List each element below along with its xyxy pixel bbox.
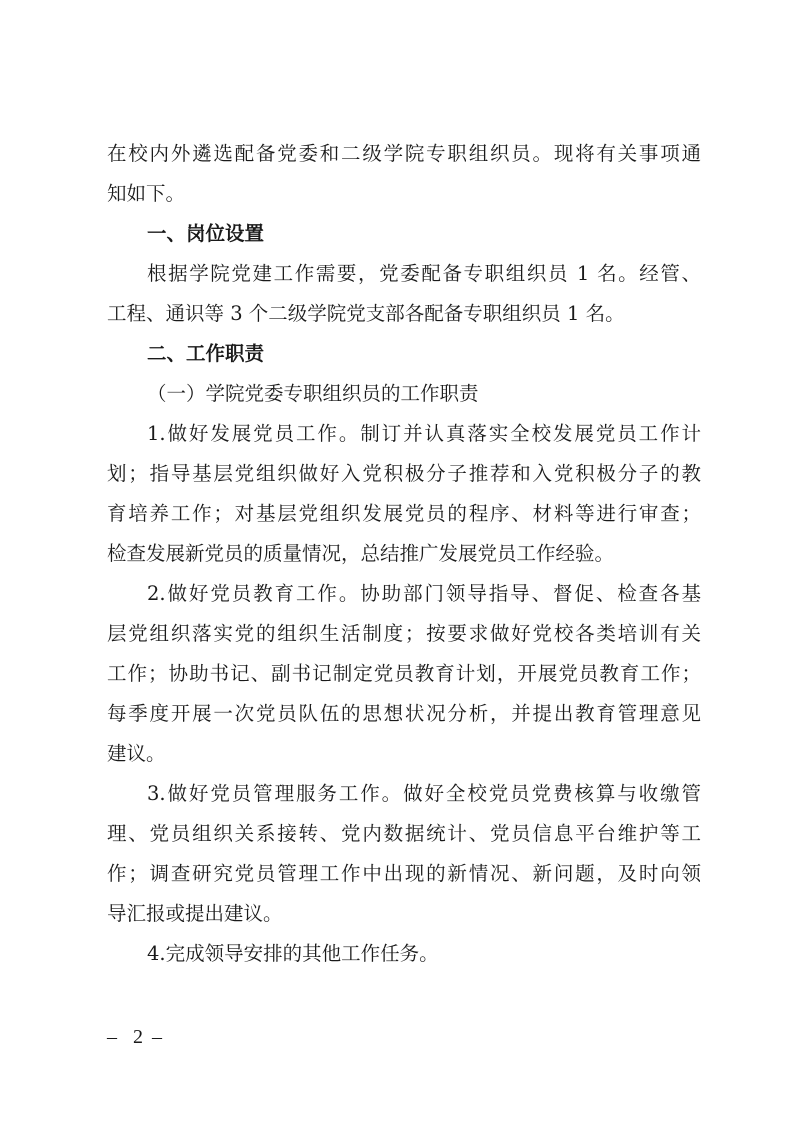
paragraph-line: 育培养工作；对基层党组织发展党员的程序、材料等进行审查； <box>107 502 701 525</box>
paragraph-line: 根据学院党建工作需要，党委配备专职组织员 1 名。经管、 <box>147 262 701 285</box>
paragraph-line: 划；指导基层党组织做好入党积极分子推荐和入党积极分子的教 <box>107 462 701 485</box>
paragraph-line: 3.做好党员管理服务工作。做好全校党员党费核算与收缴管 <box>147 782 701 805</box>
paragraph-line: 检查发展新党员的质量情况，总结推广发展党员工作经验。 <box>107 542 615 565</box>
paragraph-line: 理、党员组织关系接转、党内数据统计、党员信息平台维护等工 <box>107 822 701 845</box>
paragraph-line: 作；调查研究党员管理工作中出现的新情况、新问题，及时向领 <box>107 862 701 885</box>
paragraph-line: 4.完成领导安排的其他工作任务。 <box>147 942 439 965</box>
section-heading: 二、工作职责 <box>147 342 265 365</box>
page-number-dash-left: – <box>107 1026 117 1048</box>
paragraph-line: 1.做好发展党员工作。制订并认真落实全校发展党员工作计 <box>147 422 701 445</box>
section-heading: 一、岗位设置 <box>147 222 265 245</box>
paragraph-line: 导汇报或提出建议。 <box>107 902 283 925</box>
page-number-value: 2 <box>133 1026 143 1048</box>
paragraph-line: 工程、通识等 3 个二级学院党支部各配备专职组织员 1 名。 <box>107 302 625 325</box>
paragraph-line: 2.做好党员教育工作。协助部门领导指导、督促、检查各基 <box>147 582 701 605</box>
page-number-dash-right: – <box>152 1026 162 1048</box>
paragraph-line: 建议。 <box>107 742 166 765</box>
paragraph-line: 每季度开展一次党员队伍的思想状况分析，并提出教育管理意见 <box>107 702 701 725</box>
subsection-heading: （一）学院党委专职组织员的工作职责 <box>147 382 479 405</box>
paragraph-line: 工作；协助书记、副书记制定党员教育计划，开展党员教育工作； <box>107 662 701 685</box>
paragraph-line: 知如下。 <box>107 182 186 205</box>
paragraph-line: 在校内外遴选配备党委和二级学院专职组织员。现将有关事项通 <box>107 142 701 165</box>
paragraph-line: 层党组织落实党的组织生活制度；按要求做好党校各类培训有关 <box>107 622 701 645</box>
